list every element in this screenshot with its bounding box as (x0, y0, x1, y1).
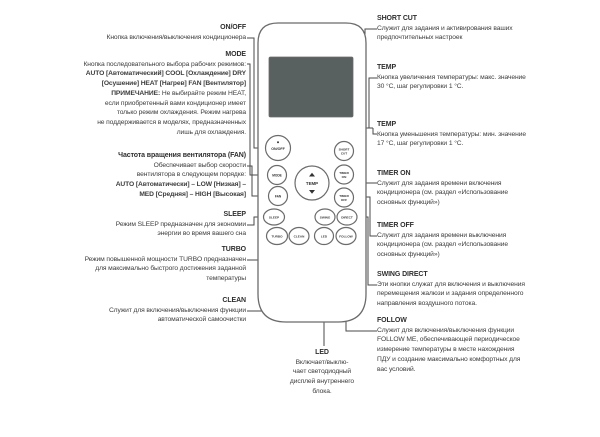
callout-title-temp-up: TEMP (377, 64, 397, 71)
callout-line-text: Кнопка включения/выключения кондиционера (106, 33, 246, 41)
fan-button-label: FAN (274, 194, 282, 199)
turbo-button-label: TURBO (271, 234, 283, 239)
callout-line-text: основных функций») (377, 199, 440, 207)
callout-line-text: измерение температуры в месте нахождения (377, 346, 515, 354)
callout-line-text: вентилятора в следующем порядке: (136, 171, 246, 179)
callout-line-text: ПРИМЕЧАНИЕ: Не выбирайте режим HEAT, (111, 89, 246, 97)
callout-line-text: Включает/выклю- (295, 358, 349, 366)
short-cut-button-label-1: SHORT (338, 147, 350, 152)
callout-line-text: Служит для включения/выключения функции (377, 326, 515, 334)
callout-clean (109, 296, 246, 325)
callout-line-text: для максимально быстрого достижения заданной (95, 265, 246, 273)
timer-off-button-label-1: TIMER (339, 194, 349, 198)
callout-temp-up (377, 63, 526, 92)
callout-fan (116, 151, 246, 200)
callout-line-temp-up (369, 78, 377, 128)
callout-line-text: Служит для задания и активирования ваших (377, 24, 513, 32)
callout-follow (377, 316, 520, 374)
callout-line-text: энергии во время вашего сна (157, 230, 246, 238)
callout-line-text: FOLLOW ME, обеспечивающей периодическое (377, 336, 520, 344)
callout-line-text: Обеспечивает выбор скорости (153, 161, 246, 169)
callout-line-text: 17 °C, шаг регулировки 1 °C. (377, 140, 464, 148)
callout-line-text: Кнопка увеличения температуры: макс. значение (377, 73, 526, 81)
callout-line-text: основных функций») (377, 251, 440, 259)
callout-title-on-off: ON/OFF (220, 24, 246, 31)
callout-line-text: перемещения жалюзи и задания определенного (377, 290, 524, 298)
callout-title-sleep: SLEEP (223, 211, 246, 218)
callout-title-clean: CLEAN (222, 297, 246, 304)
callout-line-text: лишь для охлаждения. (176, 128, 246, 136)
direct-button-label: DIRECT (341, 215, 353, 220)
callout-line-text: Служит для задания времени включения (377, 179, 502, 187)
callout-line-text: Режим повышенной мощности TURBO предназначен (84, 255, 246, 263)
callout-title-fan: Частота вращения вентилятора (FAN) (118, 152, 246, 159)
callout-title-timer-off: TIMER OFF (377, 222, 414, 229)
callout-line-text: направления воздушного потока. (377, 300, 477, 308)
callout-timer-off (377, 221, 508, 260)
callout-line-text: температуры (206, 275, 246, 283)
callout-title-swing-direct: SWING DIRECT (377, 271, 428, 278)
callout-turbo (85, 245, 246, 284)
callout-line-text: [Осушение] HEAT [Нагрев] FAN [Вентилятор] (101, 80, 246, 88)
callout-line-text: Эти кнопки служат для включения и выключения (377, 280, 525, 288)
mode-button-label: MODE (272, 173, 282, 178)
callout-line-text: чает светодиодный (292, 368, 352, 376)
on-off-button-label: ON/OFF (271, 147, 285, 151)
callout-on-off (107, 23, 246, 42)
callout-line-text: Служит для включения/выключения функции (108, 306, 246, 314)
callout-line-text: только режим охлаждения. Режим нагрева (116, 109, 246, 117)
callout-line-text: Режим SLEEP предназначен для экономии (115, 220, 246, 228)
follow-button-label: FOLLOW (339, 234, 353, 239)
short-cut-button-label-2: CUT (340, 151, 348, 156)
callout-mode (83, 50, 246, 137)
led-button-label: LED (320, 234, 328, 239)
timer-on-button-label-1: TIMER (339, 171, 349, 175)
callout-led (272, 348, 372, 397)
callout-temp-down (377, 120, 526, 149)
callout-line-text: кондиционера (см. раздел «Использование (377, 189, 508, 197)
remote-display (269, 57, 353, 117)
callout-timer-on (377, 169, 508, 208)
callout-line-text: AUTO [Автоматически] – LOW [Низкая] – (115, 181, 246, 189)
callout-title-temp-down: TEMP (377, 121, 397, 128)
callout-title-turbo: TURBO (221, 246, 246, 253)
callout-line-text: 30 °C, шаг регулировки 1 °C. (377, 83, 464, 91)
callout-sleep (116, 210, 246, 239)
temp-button-label: TEMP (305, 181, 319, 187)
callout-line-text: блока. (312, 387, 332, 395)
callout-line-text: ПДУ и создание максимально комфортных для (377, 355, 521, 363)
callout-short-cut (377, 14, 512, 43)
power-dot-icon (277, 141, 279, 143)
callout-line-text: MED [Средняя] – HIGH [Высокая] (139, 190, 246, 198)
callout-line-text: кондиционера (см. раздел «Использование (377, 241, 508, 249)
callout-line-text: не поддерживается в моделях, предназначенных (97, 118, 246, 126)
callout-title-led: LED (315, 349, 329, 356)
timer-on-button-label-2: ON (341, 174, 347, 179)
callout-line-text: Кнопка уменьшения температуры: мин. значение (377, 130, 526, 138)
callout-line-text: предпочтительных настроек (377, 34, 463, 42)
callout-line-text: вас условий. (377, 365, 416, 373)
clean-button-label: CLEAN (293, 234, 305, 239)
callout-title-mode: MODE (225, 51, 246, 58)
callout-title-timer-on: TIMER ON (377, 170, 411, 177)
callout-line-text: если приобретенный вами кондиционер имеет (104, 99, 246, 107)
callout-line-text: автоматической самоочистки (157, 316, 246, 324)
swing-button-label: SWING (319, 215, 331, 220)
callout-swing-direct (377, 270, 525, 309)
callout-line-text: дисплей внутреннего (289, 378, 355, 386)
callout-line-text: AUTO [Автоматический] COOL [Охлаждение] DRY (85, 70, 246, 78)
timer-off-button-label-2: OFF (340, 197, 348, 202)
sleep-button-label: SLEEP (268, 215, 280, 220)
callout-title-follow: FOLLOW (377, 317, 407, 324)
callout-line-text: Служит для задания времени выключения (377, 231, 507, 239)
callout-line-text: Кнопка последовательного выбора рабочих режимов: (83, 60, 246, 68)
callout-title-short-cut: SHORT CUT (377, 15, 417, 22)
